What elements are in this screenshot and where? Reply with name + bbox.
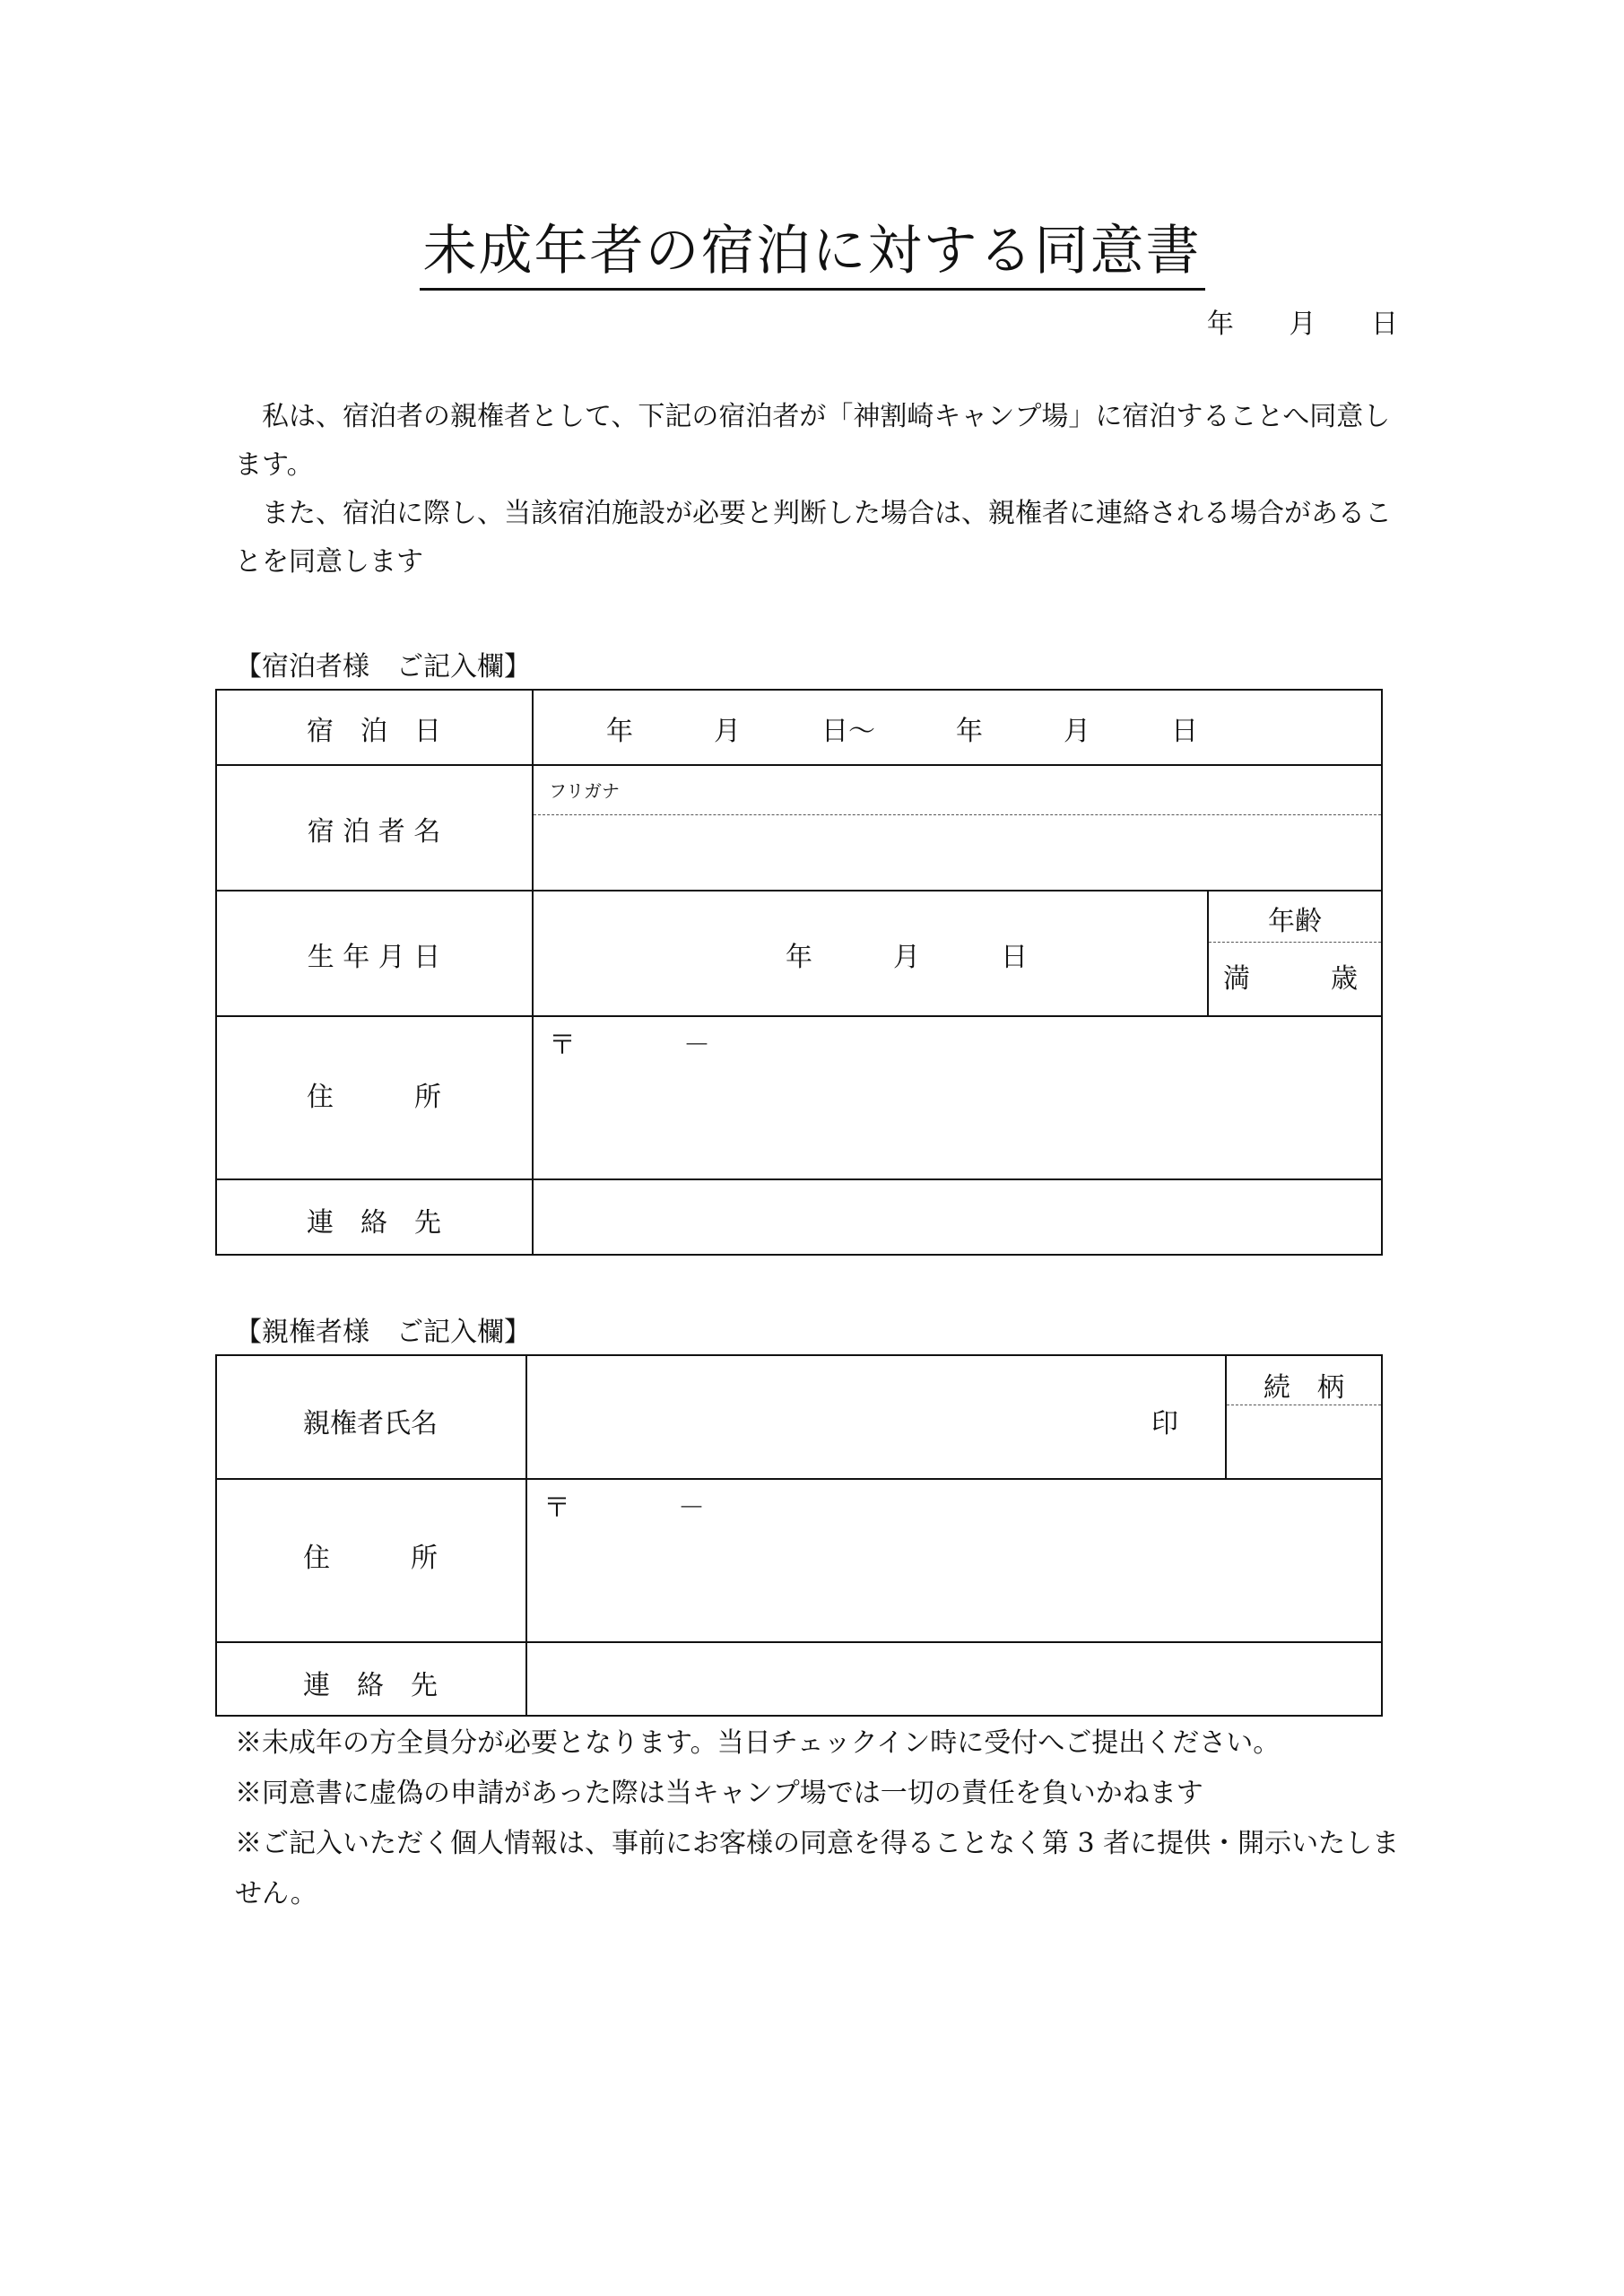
- guest-name-field[interactable]: [534, 818, 1379, 888]
- birth-date-label: 生 年 月 日: [307, 942, 441, 973]
- guest-address-field[interactable]: [534, 1064, 1379, 1175]
- parent-name-field[interactable]: [529, 1358, 1223, 1474]
- parent-name-label: 親権者氏名: [303, 1408, 438, 1439]
- guest-row-divider: [215, 764, 1383, 766]
- guest-section-label: 【宿泊者様 ご記入欄】: [235, 651, 531, 683]
- stay-date-label: 宿 泊 日: [307, 716, 441, 747]
- parent-section-label: 【親権者様 ご記入欄】: [235, 1317, 531, 1348]
- guest-contact-label: 連 絡 先: [307, 1207, 441, 1239]
- guest-table-col-divider: [532, 689, 534, 1256]
- seal-mark: 印: [1151, 1408, 1178, 1439]
- note-item: ※ご記入いただく個人情報は、事前にお客様の同意を得ることなく第 3 者に提供・開示いたしません。: [235, 1828, 1400, 1909]
- guest-address-label: 住 所: [307, 1082, 441, 1113]
- guest-postal-field[interactable]: 〒 －: [549, 1030, 710, 1061]
- guest-name-label: 宿 泊 者 名: [307, 816, 441, 848]
- consent-statement: [235, 393, 1401, 587]
- parent-address-label: 住 所: [303, 1543, 438, 1574]
- relation-label: 続 柄: [1264, 1372, 1344, 1404]
- notes: [235, 1718, 1401, 1919]
- age-label: 年齢: [1268, 906, 1322, 937]
- birth-date-field[interactable]: 年 月 日: [786, 942, 1028, 973]
- parent-row-divider: [215, 1478, 1383, 1480]
- consent-paragraph-2: また、宿泊に際し、当該宿泊施設が必要と判断した場合は、親権者に連絡される場合があることを同意します: [235, 498, 1392, 578]
- furigana-divider: [534, 814, 1381, 815]
- guest-furigana-field[interactable]: [534, 768, 1379, 813]
- consent-paragraph-1: 私は、宿泊者の親権者として、下記の宿泊者が「神割崎キャンプ場」に宿泊することへ同意します。: [235, 401, 1391, 481]
- note-item: ※未成年の方全員分が必要となります。当日チェックイン時に受付へご提出ください。: [235, 1727, 1281, 1759]
- parent-postal-field[interactable]: 〒 －: [543, 1492, 705, 1524]
- stay-date-field[interactable]: 年 月 日〜 年 月 日: [606, 716, 1198, 747]
- note-item: ※同意書に虚偽の申請があった際は当キャンプ場では一切の責任を負いかねます: [235, 1778, 1203, 1809]
- parent-contact-label: 連 絡 先: [303, 1670, 438, 1701]
- age-divider: [1209, 942, 1381, 943]
- parent-table-col-divider: [525, 1354, 527, 1717]
- parent-row-divider: [215, 1641, 1383, 1643]
- title-text: 未成年者の宿泊に対する同意書: [420, 220, 1205, 291]
- document-title: [0, 208, 1624, 285]
- parent-contact-field[interactable]: [529, 1645, 1377, 1713]
- relation-field[interactable]: [1227, 1408, 1381, 1474]
- furigana-label: フリガナ: [549, 780, 620, 802]
- guest-row-divider: [215, 1178, 1383, 1180]
- parent-address-field[interactable]: [529, 1525, 1377, 1638]
- guest-contact-field[interactable]: [534, 1182, 1379, 1252]
- age-field[interactable]: 満 歳: [1223, 963, 1358, 995]
- guest-row-divider: [215, 1015, 1383, 1017]
- document-date: 年 月 日: [1206, 309, 1398, 340]
